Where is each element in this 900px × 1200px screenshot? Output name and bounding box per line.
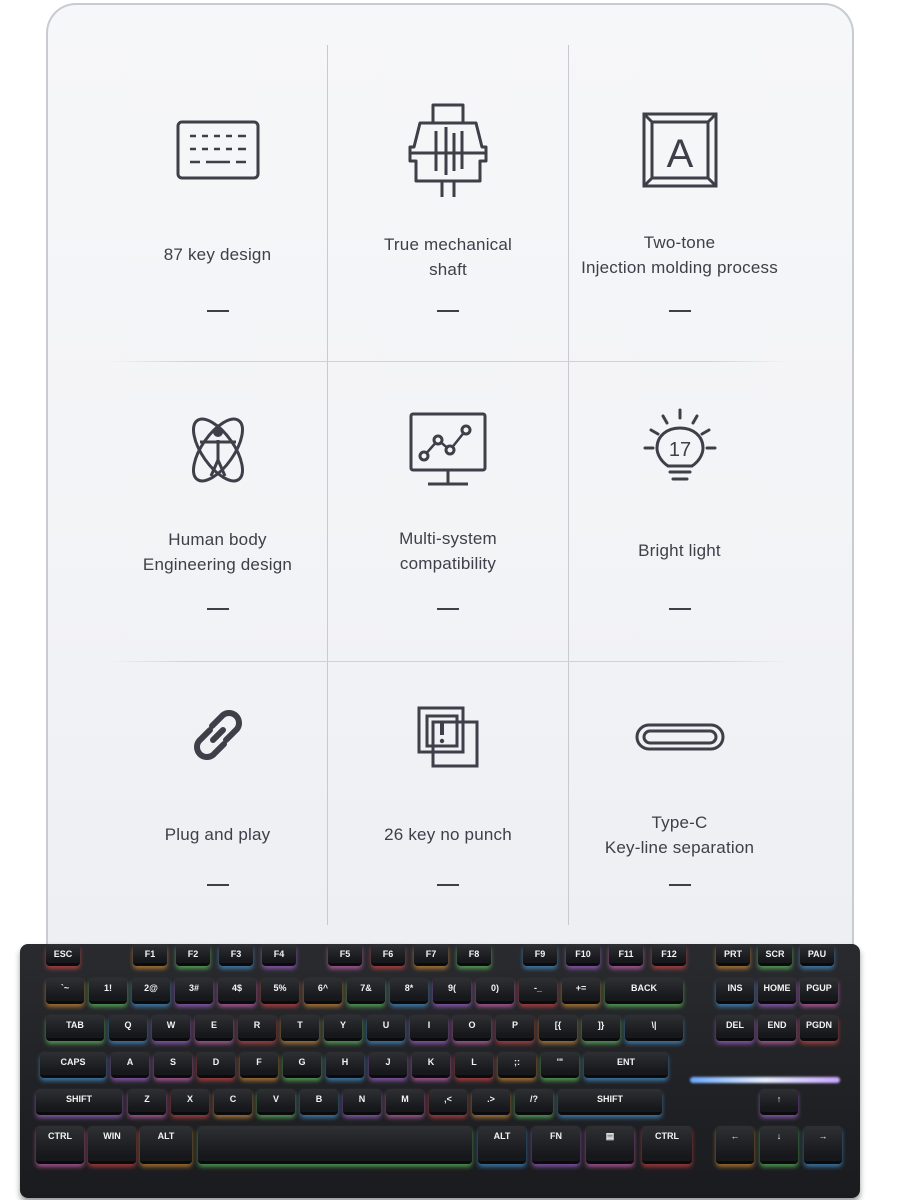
keycap-letter: A	[666, 132, 693, 176]
keyboard-key: 5%	[261, 978, 299, 1004]
feature-dash	[669, 310, 691, 312]
keyboard-key: T	[281, 1015, 319, 1041]
keyboard-key: ALT	[140, 1126, 192, 1164]
keyboard-key: F9	[523, 944, 557, 966]
keyboard-key: G	[283, 1052, 321, 1078]
keyboard-key: J	[369, 1052, 407, 1078]
feature-dash	[437, 310, 459, 312]
keyboard-key: 3#	[175, 978, 213, 1004]
keyboard-key: ESC	[46, 944, 80, 966]
keyboard-key: SHIFT	[558, 1089, 662, 1115]
keyboard-key: PAU	[800, 944, 834, 966]
keyboard-key: V	[257, 1089, 295, 1115]
keyboard-key: SCR	[758, 944, 792, 966]
keyboard-key: WIN	[88, 1126, 136, 1164]
keyboard-key: '"	[541, 1052, 579, 1078]
keyboard-key: F3	[219, 944, 253, 966]
keyboard-key: F12	[652, 944, 686, 966]
keyboard-key: X	[171, 1089, 209, 1115]
keyboard-key: ENT	[584, 1052, 668, 1078]
feature-cell	[108, 662, 327, 925]
feature-label: Plug and play	[164, 825, 271, 844]
keyboard-key: F2	[176, 944, 210, 966]
keyboard-key: PGDN	[800, 1015, 838, 1041]
feature-label: True mechanical shaft	[383, 235, 513, 279]
keyboard-key: H	[326, 1052, 364, 1078]
keyboard-key: ▤	[586, 1126, 634, 1164]
keyboard-key: F5	[328, 944, 362, 966]
keyboard-key	[198, 1126, 472, 1164]
feature-dash	[207, 884, 229, 886]
feature-cell	[108, 45, 327, 361]
keyboard-key: F1	[133, 944, 167, 966]
keyboard-key: F	[240, 1052, 278, 1078]
keyboard-key: INS	[716, 978, 754, 1004]
keyboard-key: F10	[566, 944, 600, 966]
keyboard-key: PRT	[716, 944, 750, 966]
keyboard-key: PGUP	[800, 978, 838, 1004]
keyboard-key: 8*	[390, 978, 428, 1004]
feature-label: 26 key no punch	[384, 825, 512, 844]
type-c-port-icon	[635, 722, 725, 757]
feature-cell	[328, 45, 568, 361]
keyboard-key: U	[367, 1015, 405, 1041]
keyboard-icon	[176, 120, 260, 187]
keyboard-key: ↑	[760, 1089, 798, 1115]
keyboard-key: →	[804, 1126, 842, 1164]
link-icon	[183, 700, 253, 775]
keyboard-key: 1!	[89, 978, 127, 1004]
keyboard-key: F8	[457, 944, 491, 966]
keyboard-key: TAB	[46, 1015, 104, 1041]
keyboard-key: P	[496, 1015, 534, 1041]
keyboard-key: F11	[609, 944, 643, 966]
ergonomic-body-icon	[178, 410, 258, 495]
keyboard-key: A	[111, 1052, 149, 1078]
keyboard-key: F6	[371, 944, 405, 966]
feature-cell	[328, 662, 568, 925]
keyboard-key: \|	[625, 1015, 683, 1041]
feature-cell	[569, 662, 790, 925]
keyboard-key: ↓	[760, 1126, 798, 1164]
keyboard-key: BACK	[605, 978, 683, 1004]
feature-grid	[108, 45, 790, 925]
feature-label: Multi-system compatibility	[399, 529, 497, 573]
keyboard-key: 0)	[476, 978, 514, 1004]
keyboard-light-strip	[690, 1077, 840, 1083]
feature-dash	[669, 608, 691, 610]
keyboard-key: 6^	[304, 978, 342, 1004]
keyboard-key: 2@	[132, 978, 170, 1004]
keyboard-key: DEL	[716, 1015, 754, 1041]
keyboard-key: /?	[515, 1089, 553, 1115]
keyboard-key: SHIFT	[36, 1089, 122, 1115]
feature-dash	[207, 608, 229, 610]
keyboard-key: R	[238, 1015, 276, 1041]
feature-label: Two-tone Injection molding process	[581, 233, 778, 277]
keyboard-key: N	[343, 1089, 381, 1115]
keyboard-key: ,<	[429, 1089, 467, 1115]
keyboard-key: L	[455, 1052, 493, 1078]
keyboard-key: +=	[562, 978, 600, 1004]
mechanical-switch-icon	[406, 103, 490, 204]
feature-label: Human body Engineering design	[142, 530, 293, 574]
keycap-a-icon	[641, 111, 719, 194]
keyboard-key: ]}	[582, 1015, 620, 1041]
feature-label: 87 key design	[163, 245, 272, 264]
feature-dash	[437, 884, 459, 886]
keyboard-key: C	[214, 1089, 252, 1115]
keyboard-key: HOME	[758, 978, 796, 1004]
feature-cell	[569, 45, 790, 361]
feature-dash	[437, 608, 459, 610]
keyboard-key: Z	[128, 1089, 166, 1115]
feature-dash	[207, 310, 229, 312]
keyboard-key: Y	[324, 1015, 362, 1041]
keyboard-key: ←	[716, 1126, 754, 1164]
feature-label: Bright light	[638, 541, 721, 560]
keyboard-key: D	[197, 1052, 235, 1078]
keyboard-key: `~	[46, 978, 84, 1004]
keyboard-key: ALT	[478, 1126, 526, 1164]
keyboard-key: F7	[414, 944, 448, 966]
keyboard-key: O	[453, 1015, 491, 1041]
keyboard-key: B	[300, 1089, 338, 1115]
keyboard-key: M	[386, 1089, 424, 1115]
feature-cell	[108, 362, 327, 661]
light-bulb-17-icon	[641, 408, 719, 493]
keyboard-key: CTRL	[642, 1126, 692, 1164]
anti-ghost-icon	[415, 704, 481, 775]
keyboard-key: F4	[262, 944, 296, 966]
keyboard-key: -_	[519, 978, 557, 1004]
bulb-number: 17	[668, 439, 691, 461]
keyboard-key: 4$	[218, 978, 256, 1004]
keyboard-key: I	[410, 1015, 448, 1041]
keyboard-key: K	[412, 1052, 450, 1078]
keyboard-key: END	[758, 1015, 796, 1041]
keyboard-key: CAPS	[40, 1052, 106, 1078]
keyboard-key: .>	[472, 1089, 510, 1115]
chart-monitor-icon	[408, 410, 488, 495]
keyboard-key: FN	[532, 1126, 580, 1164]
keyboard-key: W	[152, 1015, 190, 1041]
feature-cell	[569, 362, 790, 661]
keyboard-key: ;:	[498, 1052, 536, 1078]
keyboard-key: 9(	[433, 978, 471, 1004]
keyboard-key: [{	[539, 1015, 577, 1041]
feature-label: Type-C Key-line separation	[604, 813, 755, 857]
feature-dash	[669, 884, 691, 886]
keyboard-key: Q	[109, 1015, 147, 1041]
keyboard-key: S	[154, 1052, 192, 1078]
keyboard-key: 7&	[347, 978, 385, 1004]
keyboard-key: CTRL	[36, 1126, 84, 1164]
feature-cell	[328, 362, 568, 661]
keyboard-key: E	[195, 1015, 233, 1041]
